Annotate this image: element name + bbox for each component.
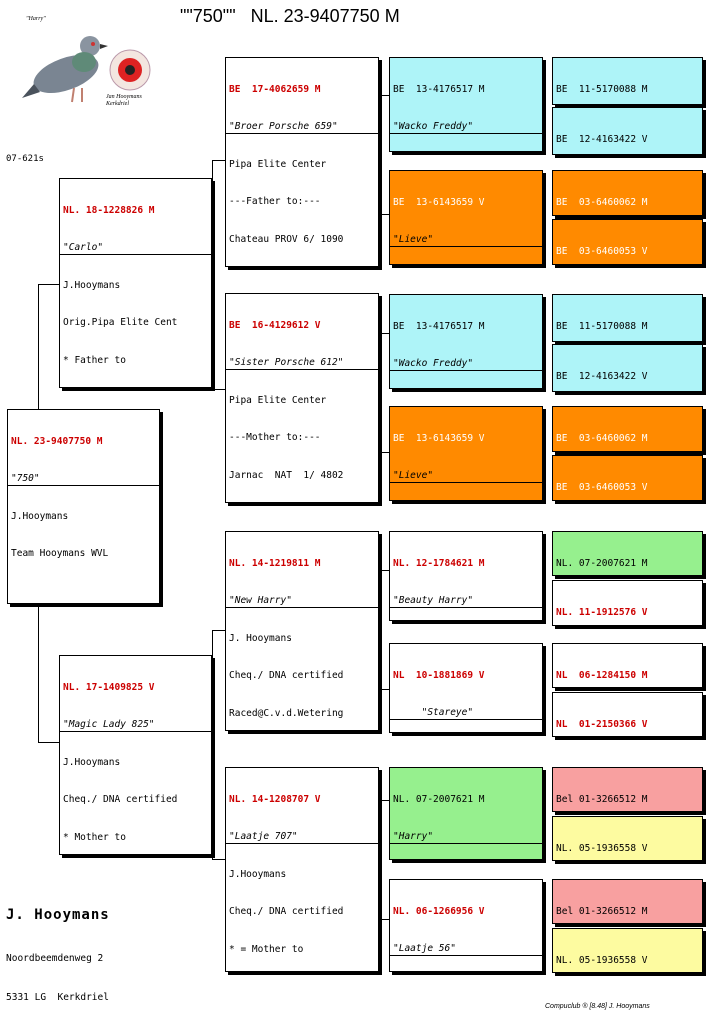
father-card[interactable]: [59, 178, 212, 388]
ancestor-card[interactable]: [552, 580, 703, 626]
pigeon-logo: [18, 12, 158, 112]
ring-number: NL. 05-1936558 V: [556, 842, 648, 854]
footer-credit: Compuclub ® [8.48] J. Hooymans: [545, 1003, 650, 1010]
ring-number: BE 16-4129612 V: [229, 319, 321, 331]
great-grandparent-card[interactable]: [389, 294, 543, 389]
detail-line: ---Mother to:---: [229, 432, 321, 444]
ring-number: NL 06-1284150 M: [556, 669, 648, 681]
ancestor-card[interactable]: [552, 879, 703, 924]
pigeon-name: "Lieve": [390, 234, 542, 247]
address-line: Noordbeemdenweg 2: [6, 953, 104, 964]
pigeon-name: "Magic Lady 825": [60, 719, 211, 732]
ancestor-card[interactable]: [552, 219, 703, 265]
ancestor-card[interactable]: [552, 344, 703, 392]
pigeon-name: "Wacko Freddy": [390, 358, 542, 371]
ancestor-card[interactable]: [552, 57, 703, 105]
logo-caption: Jan Hooymans Kerkdriel: [106, 94, 142, 107]
detail-line: J.Hooymans: [63, 280, 121, 292]
ring-number: BE 12-4163422 V: [556, 133, 648, 145]
maternal-grandfather-card[interactable]: [225, 531, 379, 731]
mother-card[interactable]: [59, 655, 212, 855]
detail-line: J.Hooymans: [229, 869, 287, 881]
ring-number: BE 11-5170088 M: [556, 83, 648, 95]
paternal-grandfather-card[interactable]: [225, 57, 379, 267]
ring-number: NL. 12-1784621 M: [393, 557, 485, 569]
great-grandparent-card[interactable]: [389, 406, 543, 501]
detail-line: J.Hooymans: [63, 757, 121, 769]
page-title: ""750"" NL. 23-9407750 M: [180, 6, 400, 26]
pigeon-name: "Harry": [390, 831, 542, 844]
ring-number: BE 13-6143659 V: [393, 196, 485, 208]
pigeon-name: "Lieve": [390, 470, 542, 483]
detail-line: Pipa Elite Center: [229, 159, 327, 171]
maternal-grandmother-card[interactable]: [225, 767, 379, 972]
ancestor-card[interactable]: [552, 767, 703, 812]
address-line: 5331 LG Kerkdriel: [6, 992, 109, 1003]
pigeon-name: "Stareye": [390, 707, 542, 720]
pigeon-name: "Carlo": [60, 242, 211, 255]
detail-line: Pipa Elite Center: [229, 395, 327, 407]
pigeon-name: "Laatje 56": [390, 943, 542, 956]
ring-number: BE 13-6143659 V: [393, 432, 485, 444]
subject-pigeon-card[interactable]: [7, 409, 160, 604]
detail-line: * = Mother to: [229, 943, 304, 955]
ring-number: NL. 06-1266956 V: [393, 905, 485, 917]
great-grandparent-card[interactable]: [389, 767, 543, 860]
detail-line: Jarnac NAT 1/ 4802: [229, 469, 344, 481]
pigeon-name: "New Harry": [226, 595, 378, 608]
ring-number: BE 03-6460053 V: [556, 245, 648, 257]
detail-line: Cheq./ DNA certified: [229, 670, 344, 682]
ring-number: Bel 01-3266512 M: [556, 793, 648, 805]
ring-number: BE 17-4062659 M: [229, 83, 321, 95]
ancestor-card[interactable]: [552, 692, 703, 737]
ring-number: NL. 14-1208707 V: [229, 793, 321, 805]
ring-number: BE 03-6460053 V: [556, 481, 648, 493]
detail-line: Cheq./ DNA certified: [63, 794, 178, 806]
ancestor-card[interactable]: [552, 643, 703, 688]
pigeon-name: "Laatje 707": [226, 831, 378, 844]
pigeon-name: "Wacko Freddy": [390, 121, 542, 134]
ancestor-card[interactable]: [552, 928, 703, 973]
detail-line: * Father to: [63, 354, 126, 366]
great-grandparent-card[interactable]: [389, 531, 543, 621]
pedigree-code: 07-621s: [6, 154, 44, 164]
detail-line: * Mother to: [63, 831, 126, 843]
ring-number: NL. 18-1228826 M: [63, 204, 155, 216]
great-grandparent-card[interactable]: [389, 643, 543, 733]
ring-number: NL. 05-1936558 V: [556, 954, 648, 966]
great-grandparent-card[interactable]: [389, 57, 543, 152]
ancestor-card[interactable]: [552, 531, 703, 576]
great-grandparent-card[interactable]: [389, 879, 543, 972]
pigeon-name: "Beauty Harry": [390, 595, 542, 608]
ancestor-card[interactable]: [552, 455, 703, 501]
ring-number: BE 13-4176517 M: [393, 320, 485, 332]
ring-number: NL. 14-1219811 M: [229, 557, 321, 569]
ring-number: BE 03-6460062 M: [556, 196, 648, 208]
detail-line: Team Hooymans WVL: [11, 548, 109, 560]
detail-line: Orig.Pipa Elite Cent: [63, 317, 178, 329]
ring-number: BE 11-5170088 M: [556, 320, 648, 332]
contact-block: [6, 883, 143, 1024]
detail-line: J.Hooymans: [11, 511, 69, 523]
ring-number: BE 13-4176517 M: [393, 83, 485, 95]
ring-number: NL. 07-2007621 M: [556, 557, 648, 569]
detail-line: Cheq./ DNA certified: [229, 906, 344, 918]
ring-number: NL. 23-9407750 M: [11, 435, 103, 447]
ring-number: BE 03-6460062 M: [556, 432, 648, 444]
ancestor-card[interactable]: [552, 816, 703, 861]
ancestor-card[interactable]: [552, 107, 703, 155]
pigeon-name: "Sister Porsche 612": [226, 357, 378, 370]
ring-number: NL. 11-1912576 V: [556, 606, 648, 618]
svg-text:"Harry": "Harry": [26, 16, 46, 22]
ring-number: NL 01-2150366 V: [556, 718, 648, 730]
detail-line: ---Father to:---: [229, 196, 321, 208]
ancestor-card[interactable]: [552, 406, 703, 452]
ring-number: NL 10-1881869 V: [393, 669, 485, 681]
detail-line: Raced@C.v.d.Wetering: [229, 707, 344, 719]
ring-number: BE 12-4163422 V: [556, 370, 648, 382]
pigeon-name: "750": [8, 473, 159, 486]
paternal-grandmother-card[interactable]: [225, 293, 379, 503]
detail-line: Chateau PROV 6/ 1090: [229, 233, 344, 245]
ancestor-card[interactable]: [552, 294, 703, 342]
breeder-name: J. Hooymans: [6, 907, 110, 923]
pigeon-name: "Broer Porsche 659": [226, 121, 378, 134]
ancestor-card[interactable]: [552, 170, 703, 216]
ring-number: Bel 01-3266512 M: [556, 905, 648, 917]
ring-number: NL. 07-2007621 M: [393, 793, 485, 805]
ring-number: NL. 17-1409825 V: [63, 681, 155, 693]
detail-line: J. Hooymans: [229, 633, 292, 645]
great-grandparent-card[interactable]: [389, 170, 543, 265]
